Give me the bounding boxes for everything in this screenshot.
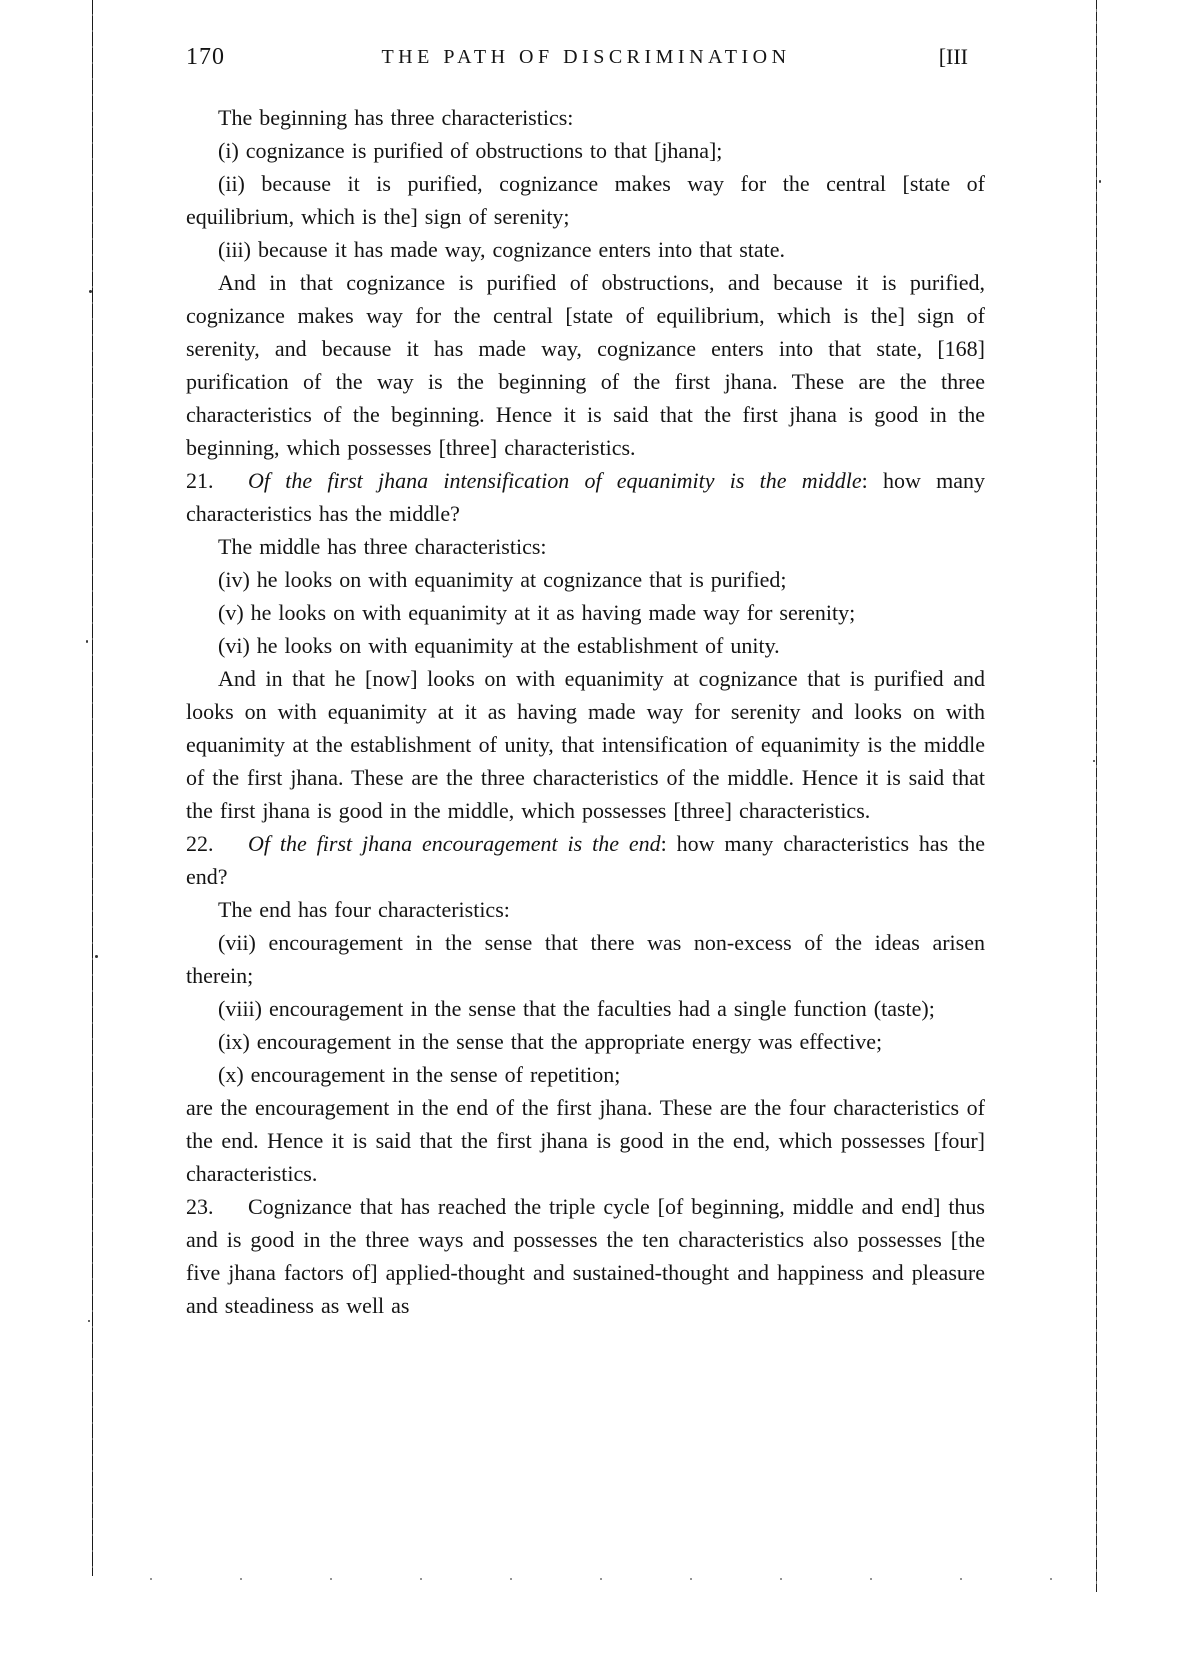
section-paragraph — [186, 464, 985, 530]
header-section-ref: [III — [938, 44, 968, 69]
paragraph — [186, 926, 985, 992]
text-run: And in that he [now] looks on with equanimity at cognizance that is purified and looks on with equanimity at it as having made way for serenity and looks on with equanimity at the establishment of unity, that intensification of equanimity is the middle of the first jhana. These are the three characteristics of the middle. Hence it is said that the first jhana is good in the middle, which possesses [three] characteristics. — [186, 666, 985, 823]
paragraph — [186, 233, 985, 266]
paragraph — [186, 101, 985, 134]
paragraph — [186, 1091, 985, 1190]
text-run: (viii) encouragement in the sense that the faculties had a single function (taste); — [218, 996, 935, 1021]
text-run: Cognizance that has reached the triple cycle [of beginning, middle and end] thus and is good in the three ways and possesses the ten characteristics also possesses [the five jhana factors of] applied-thought and sustained-thought and happiness and pleasure and steadiness as well as — [186, 1194, 985, 1318]
text-run: (iii) because it has made way, cognizance enters into that state. — [218, 237, 786, 262]
text-run: The end has four characteristics: — [218, 897, 510, 922]
page-number: 170 — [186, 44, 225, 70]
text-run: (vi) he looks on with equanimity at the establishment of unity. — [218, 633, 780, 658]
text-run: And in that cognizance is purified of obstructions, and because it is purified, cognizance makes way for the central [state of equilibrium, which is the] sign of serenity, and because it has made way, cognizance enters into that state, [168] purification of the way is the beginning of the first jhana. These are the three characteristics of the beginning. Hence it is said that the first jhana is good in the beginning, which possesses [three] characteristics. — [186, 270, 985, 460]
text-run: are the encouragement in the end of the first jhana. These are the four characteristics of the end. Hence it is said that the first jhana is good in the end, which possesses [four] characteristics. — [186, 1095, 985, 1186]
section-title-italic: Of the first jhana encouragement is the end — [248, 831, 661, 856]
paragraph — [186, 893, 985, 926]
scan-speckle — [1093, 760, 1095, 762]
section-title-italic: Of the first jhana intensification of equanimity is the middle — [248, 468, 862, 493]
paragraph — [186, 530, 985, 563]
scan-speckle — [1099, 180, 1101, 183]
text-run: (ii) because it is purified, cognizance makes way for the central [state of equilibrium, which is the] sign of serenity; — [186, 171, 985, 229]
section-number: 21. — [186, 468, 214, 493]
scan-speckle — [86, 640, 88, 643]
text-run: (iv) he looks on with equanimity at cognizance that is purified; — [218, 567, 787, 592]
text-run: (x) encouragement in the sense of repetition; — [218, 1062, 621, 1087]
paragraph — [186, 1058, 985, 1091]
paragraph — [186, 134, 985, 167]
text-run: (i) cognizance is purified of obstructions to that [jhana]; — [218, 138, 723, 163]
section-number: 22. — [186, 831, 214, 856]
paragraph — [186, 662, 985, 827]
section-paragraph — [186, 827, 985, 893]
text-run: (vii) encouragement in the sense that there was non-excess of the ideas arisen therein; — [186, 930, 985, 988]
scan-speckle — [88, 1320, 90, 1322]
paragraph — [186, 629, 985, 662]
section-number: 23. — [186, 1194, 214, 1219]
scan-artifact-left-line — [92, 0, 93, 1576]
text-run: : how many characteristics has the middle? — [186, 468, 985, 526]
paragraph — [186, 563, 985, 596]
text-run: The middle has three characteristics: — [218, 534, 547, 559]
text-run: : how many characteristics has the end? — [186, 831, 985, 889]
scan-artifact-bottom-dots — [150, 1578, 1100, 1580]
scan-speckle — [89, 290, 92, 293]
page-header — [186, 44, 986, 74]
running-title: THE PATH OF DISCRIMINATION — [381, 46, 791, 68]
paragraph — [186, 596, 985, 629]
paragraph — [186, 167, 985, 233]
paragraph — [186, 266, 985, 464]
paragraph — [186, 992, 985, 1025]
text-run: (ix) encouragement in the sense that the appropriate energy was effective; — [218, 1029, 883, 1054]
text-run: The beginning has three characteristics: — [218, 105, 574, 130]
paragraph — [186, 1025, 985, 1058]
section-paragraph — [186, 1190, 985, 1322]
page-body — [186, 101, 985, 1322]
text-run: (v) he looks on with equanimity at it as having made way for serenity; — [218, 600, 856, 625]
scan-speckle — [95, 955, 98, 958]
scan-artifact-right-line — [1096, 0, 1097, 1592]
